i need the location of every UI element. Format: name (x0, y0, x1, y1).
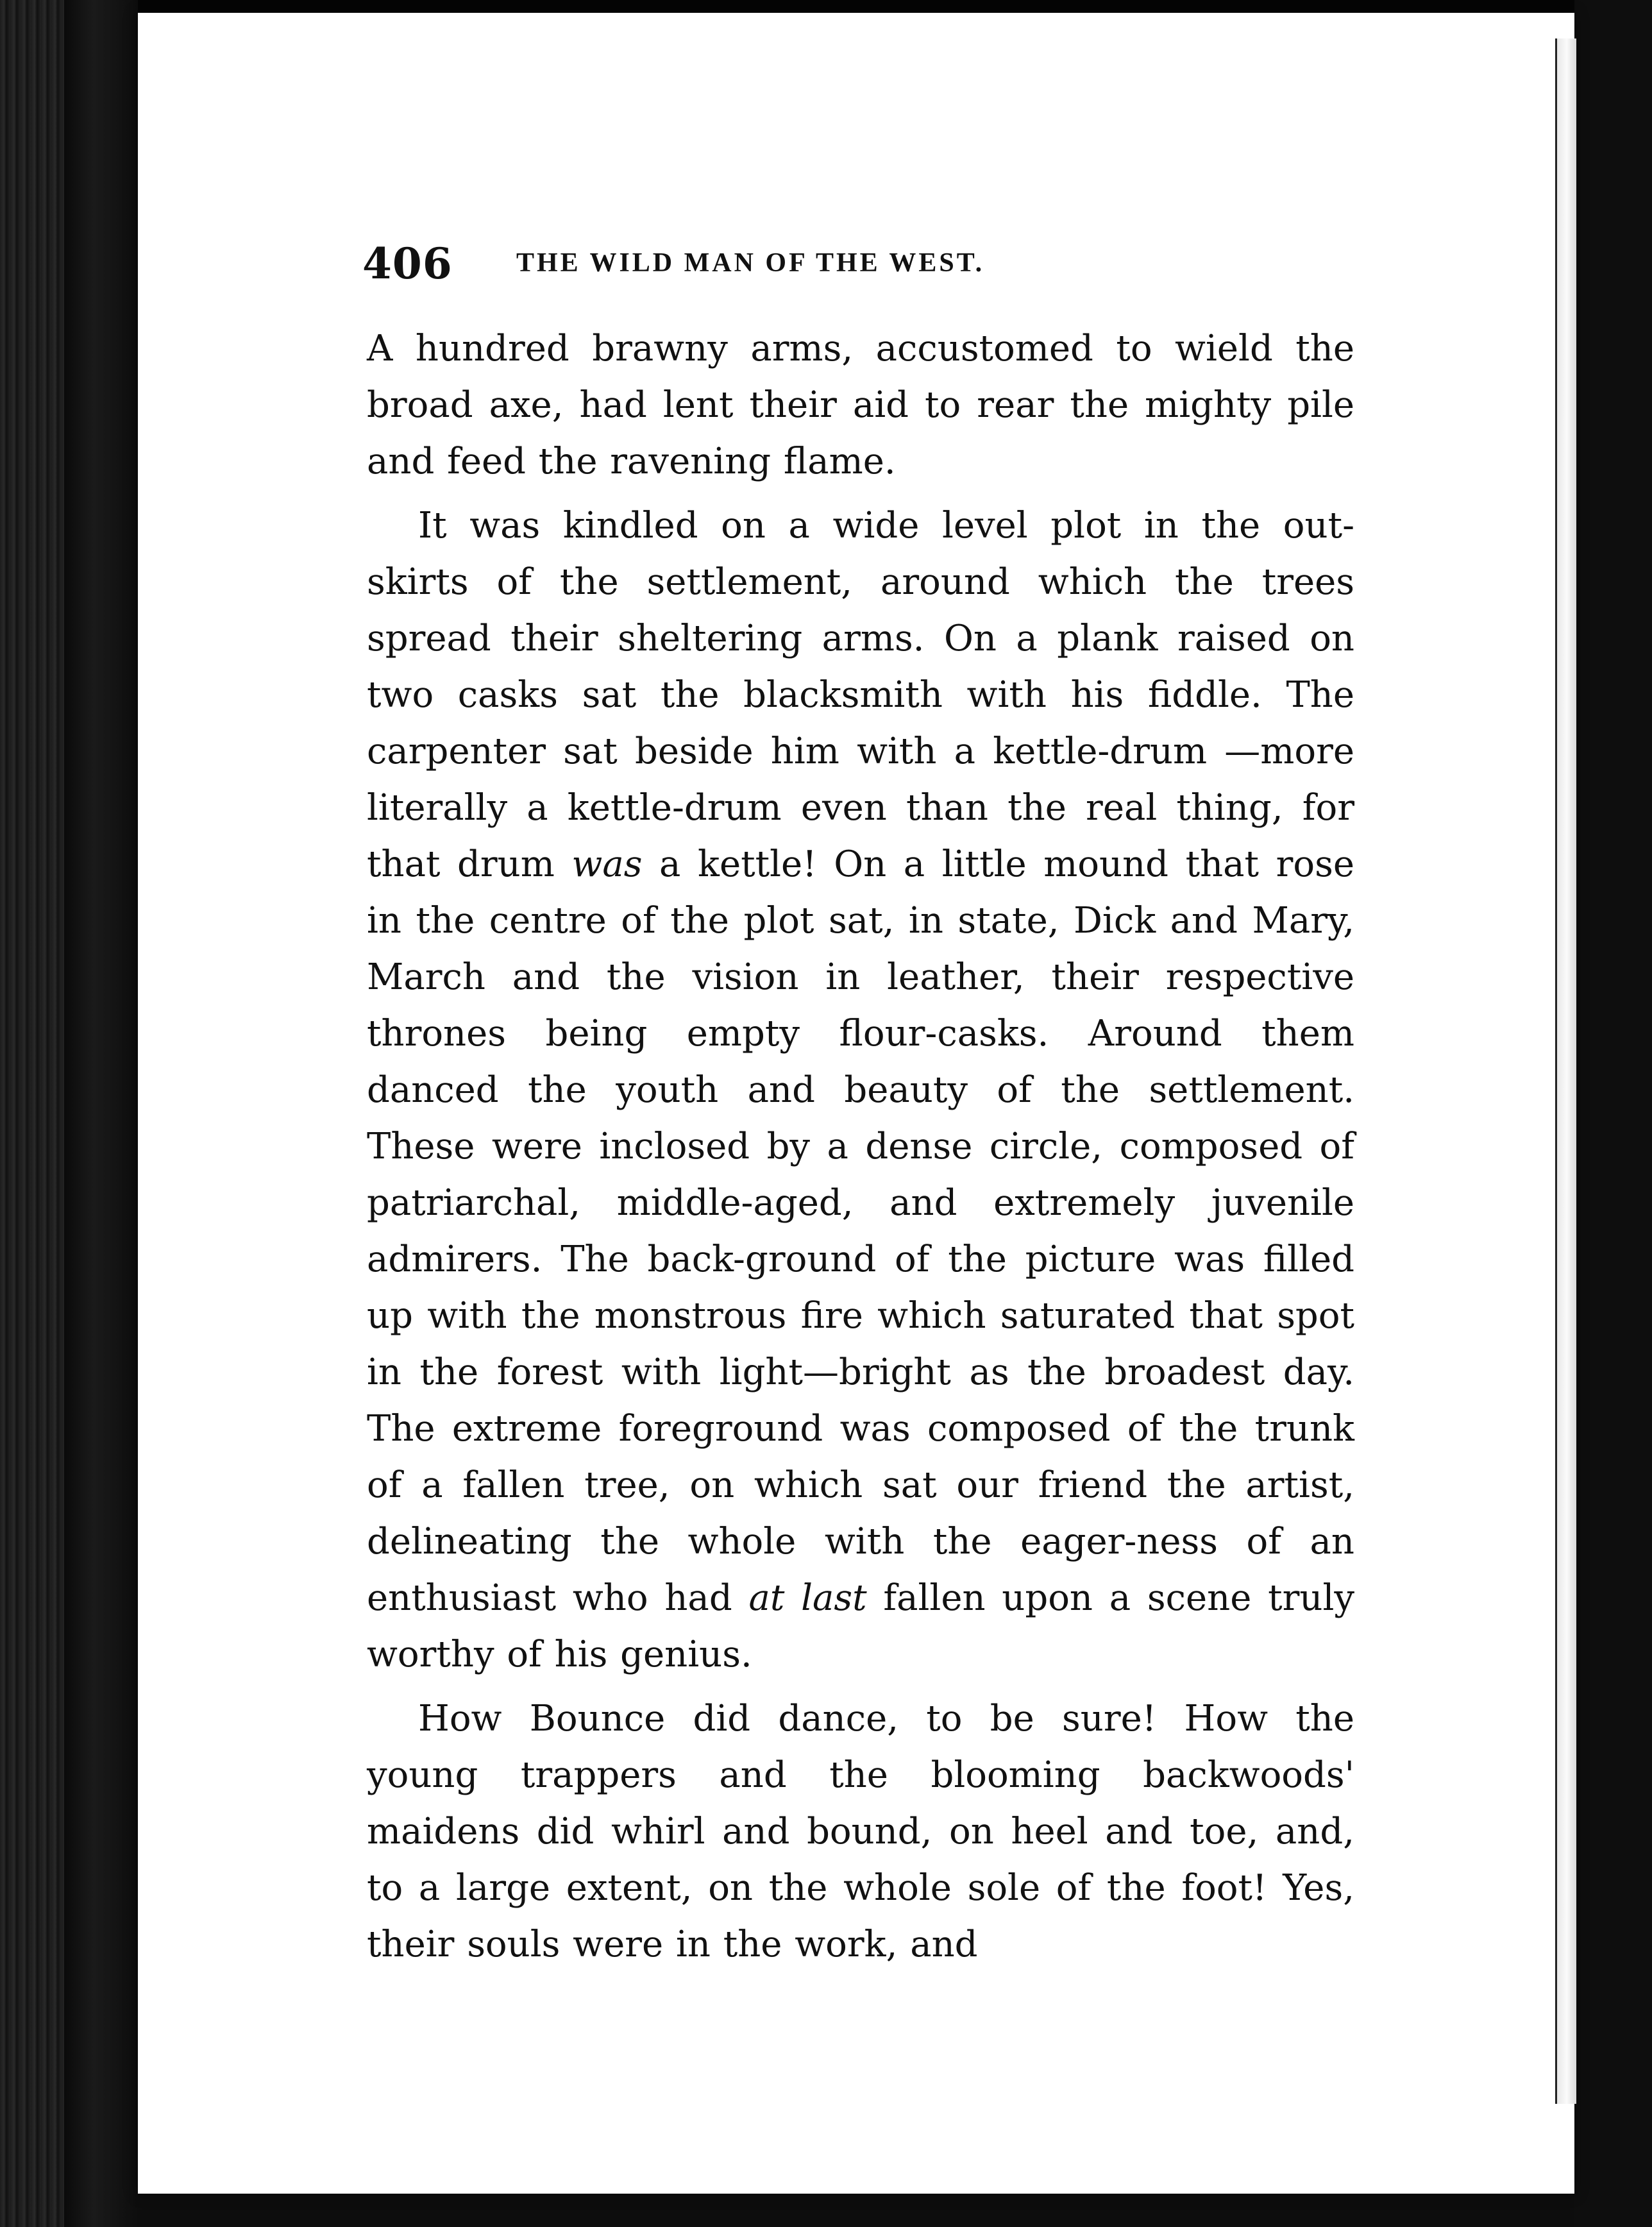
emphasis-at-last: at last (748, 1577, 867, 1619)
page-gutter-shadow (64, 0, 138, 2227)
next-page-edge (1555, 38, 1576, 2104)
book-title: THE WILD MAN OF THE WEST. (516, 248, 985, 278)
emphasis-was: was (571, 843, 643, 885)
book-binding (0, 0, 64, 2227)
paragraph-2-text-b: a kettle! On a little mound that rose in the centre of the plot sat, in state, Dick and Mary, March and the vision in leather, their respective thrones being empty flour-casks. Around them danced the youth and beauty of the settlement. These were inclosed by a dense circle, composed of patriarchal, middle-aged, and extremely juvenile admirers. The back-ground of the picture was filled up with the monstrous fire which saturated that spot in the forest with light—bright as the broadest day. The extreme foreground was composed of the trunk of a fallen tree, on which sat our friend the artist, delineating the whole with the eager-ness of an enthusiast who had (367, 843, 1354, 1619)
paragraph-2-text-a: It was kindled on a wide level plot in the out-skirts of the settlement, around which the trees spread their sheltering arms. On a plank raised on two casks sat the blacksmith with his fiddle. The carpenter sat beside him with a kettle-drum —more literally a kettle-drum even than the real thing, for that drum (367, 505, 1354, 885)
paragraph-2 (367, 498, 1354, 1683)
scan-background (1574, 0, 1652, 2227)
running-head (362, 239, 1363, 296)
scan-border (0, 0, 1652, 13)
body-text (367, 321, 1354, 1973)
page-number: 406 (362, 239, 453, 289)
paragraph-2-text-c: fallen upon a scene truly worthy of his genius. (367, 1577, 1355, 1675)
paragraph-1: A hundred brawny arms, accustomed to wield the broad axe, had lent their aid to rear the mighty pile and feed the ravening flame. (367, 328, 1354, 482)
paragraph-3: How Bounce did dance, to be sure! How the young trappers and the blooming backwoods' maidens did whirl and bound, on heel and toe, and, to a large extent, on the whole sole of the foot! Yes, their souls were in the work, and (367, 1698, 1354, 1965)
